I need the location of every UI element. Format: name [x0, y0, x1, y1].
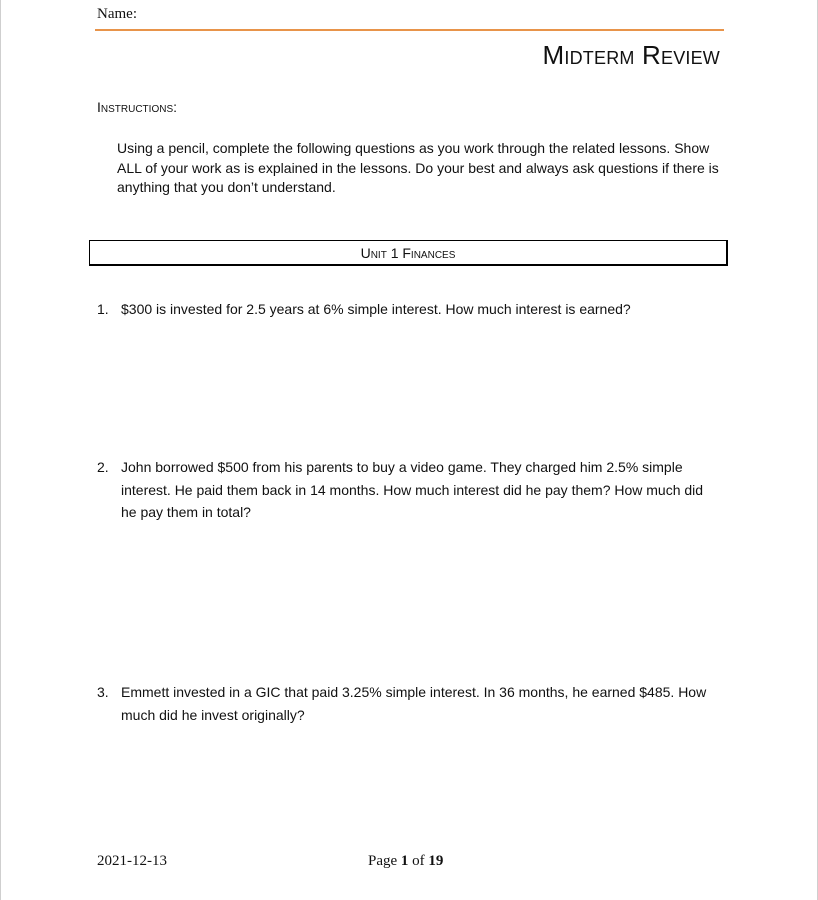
instructions-heading: Instructions:	[97, 99, 178, 115]
unit-title: Unit 1 Finances	[360, 244, 456, 261]
page-indicator	[368, 853, 443, 870]
question-number: 3.	[97, 684, 109, 700]
question-number: 1.	[97, 301, 109, 317]
page-current: 1	[400, 853, 409, 869]
unit-heading-box	[89, 240, 728, 266]
header-rule	[95, 29, 724, 31]
footer-date: 2021-12-13	[97, 853, 167, 869]
question-item	[97, 681, 721, 726]
question-item	[97, 456, 721, 524]
page-total: 19	[428, 853, 444, 869]
question-number: 2.	[97, 459, 109, 475]
question-text: $300 is invested for 2.5 years at 6% simple interest. How much interest is earned?	[121, 301, 631, 317]
page-word: Page	[368, 853, 398, 869]
page-edge-left	[0, 0, 1, 900]
question-item	[97, 298, 721, 321]
page-of: of	[412, 853, 425, 869]
question-text: Emmett invested in a GIC that paid 3.25% simple interest. In 36 months, he earned $485. How much did he invest originally?	[121, 684, 707, 723]
instructions-text: Using a pencil, complete the following questions as you work through the related lessons. Show ALL of your work as is explained in the lessons. Do your best and always ask questions if there is anything that you don’t understand.	[117, 140, 719, 195]
name-label: Name:	[97, 6, 137, 22]
question-text: John borrowed $500 from his parents to buy a video game. They charged him 2.5% simple interest. He paid them back in 14 months. How much interest did he pay them? How much did he pay them in total?	[121, 459, 704, 520]
page-title: Midterm Review	[542, 40, 720, 70]
